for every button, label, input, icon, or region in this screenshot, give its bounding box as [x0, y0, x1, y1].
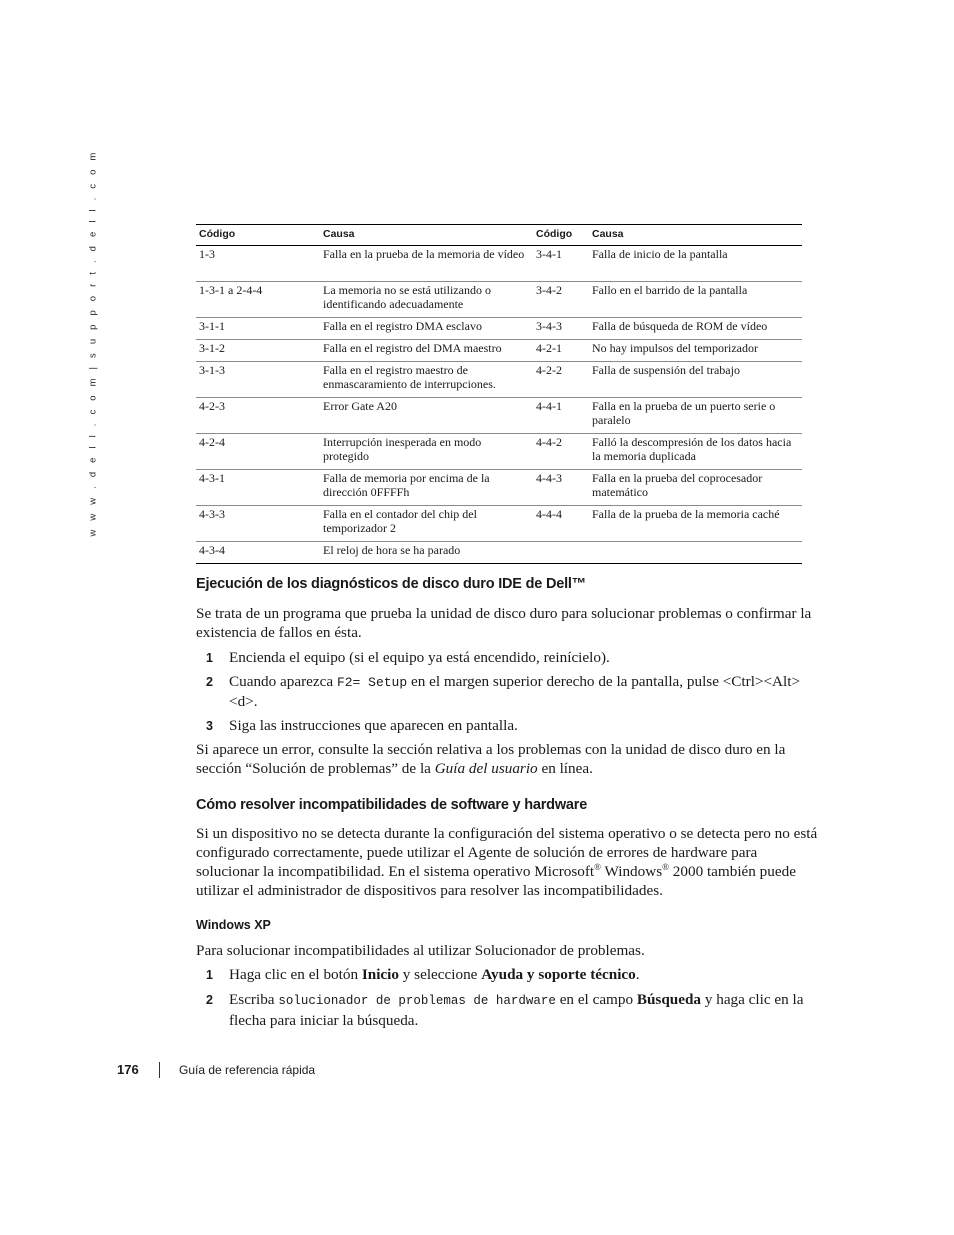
table-cell: 3-4-1 [536, 247, 562, 261]
table-cell: 4-2-3 [199, 399, 225, 413]
step-item [196, 672, 818, 711]
table-cell: No hay impulsos del temporizador [592, 341, 758, 355]
table-row [196, 362, 802, 398]
table-cell: Falla en el registro del DMA maestro [323, 341, 502, 355]
paragraph-part: Windows [601, 863, 663, 880]
header-cause-2: Causa [592, 227, 624, 240]
step-number: 1 [206, 651, 213, 665]
paragraph-part: Si un dispositivo no se detecta durante la configuración del sistema operativo o se detecta pero no está configurado correctamente, puede utilizar el Agente de solución de errores de hardware para solucionar la incompatibilidad. En el sistema operativo Microsoft [196, 825, 818, 880]
step-item [196, 648, 818, 667]
sidebar-url-text: w w w . d e l l . c o m | s u p p o r t . d e l l . c o m [87, 148, 99, 537]
setup-key-code: F2= Setup [336, 675, 408, 690]
table-cell: Falla en la prueba de la memoria de vídeo [323, 247, 525, 261]
step-text-part: Haga clic en el botón [229, 966, 362, 983]
step-number: 3 [206, 719, 213, 733]
subheading-windows-xp: Windows XP [196, 918, 271, 932]
section-intro-paragraph [196, 824, 818, 900]
registered-mark: ® [662, 861, 669, 872]
step-text [229, 965, 818, 984]
table-cell: Error Gate A20 [323, 399, 397, 413]
table-cell [533, 542, 589, 564]
table-row [196, 340, 802, 362]
paragraph-part: 2000 también puede utilizar el administrador de dispositivos para resolver las incompatibilidades. [196, 863, 796, 899]
start-button-label: Inicio [361, 966, 399, 983]
user-guide-title: Guía del usuario [434, 760, 538, 777]
step-text: Siga las instrucciones que aparecen en pantalla. [229, 717, 518, 734]
table-cell: Interrupción inesperada en modo protegido [323, 435, 482, 463]
step-text [229, 990, 818, 1030]
subsection-intro-paragraph: Para solucionar incompatibilidades al utilizar Solucionador de problemas. [196, 942, 645, 959]
table-cell [589, 542, 802, 564]
section-heading-ide-diagnostics: Ejecución de los diagnósticos de disco duro IDE de Dell™ [196, 576, 587, 592]
sidebar-url [86, 148, 100, 537]
table-row [196, 398, 802, 434]
paragraph-part: en línea. [537, 760, 593, 777]
header-code-2: Código [536, 227, 573, 240]
table-cell: 1-3-1 a 2-4-4 [199, 283, 263, 297]
step-item [196, 990, 818, 1030]
table-cell: 4-2-2 [536, 363, 562, 377]
header-code-1: Código [199, 227, 236, 240]
table-cell: 4-3-3 [199, 507, 225, 521]
table-cell: Falla en la prueba de un puerto serie o paralelo [592, 399, 776, 427]
section-outro-paragraph [196, 740, 818, 778]
section-intro-paragraph: Se trata de un programa que prueba la unidad de disco duro para solucionar problemas o confirmar la existencia de fallos en ésta. [196, 605, 812, 641]
table-row [196, 506, 802, 542]
table-cell: Falla en el registro DMA esclavo [323, 319, 482, 333]
registered-mark: ® [594, 861, 601, 872]
step-text-part: Escriba [229, 991, 279, 1008]
table-row [196, 542, 802, 564]
table-row [196, 434, 802, 470]
table-row [196, 282, 802, 318]
table-cell: 4-2-1 [536, 341, 562, 355]
footer-document-title: Guía de referencia rápida [179, 1063, 316, 1077]
step-number: 2 [206, 675, 213, 689]
table-cell: Falla de búsqueda de ROM de vídeo [592, 319, 768, 333]
search-term-code: solucionador de problemas de hardware [278, 994, 556, 1008]
page-number: 176 [117, 1062, 139, 1077]
table-row [196, 246, 802, 282]
step-text-part: . [635, 966, 640, 983]
table-cell: 4-4-4 [536, 507, 562, 521]
table-row [196, 470, 802, 506]
table-cell: 4-2-4 [199, 435, 225, 449]
step-text-part: y seleccione [398, 966, 482, 983]
table-cell: Falla en el registro maestro de enmascaramiento de interrupciones. [323, 363, 496, 391]
table-cell: Falla de memoria por encima de la dirección 0FFFFh [323, 471, 490, 499]
table-cell: Falla en la prueba del coprocesador matemático [592, 471, 763, 499]
footer-divider [159, 1062, 160, 1078]
step-text [229, 672, 818, 711]
paragraph-part: Si aparece un error, consulte la sección relativa a los problemas con la unidad de disco duro en la sección “Solución de problemas” de la [196, 741, 786, 777]
beep-code-table [196, 224, 802, 564]
step-number: 1 [206, 968, 213, 982]
step-text-part: y haga clic en la flecha para iniciar la búsqueda. [229, 991, 804, 1029]
table-cell: 4-3-1 [199, 471, 225, 485]
table-cell: La memoria no se está utilizando o identificando adecuadamente [323, 283, 491, 311]
table-cell: Falla en el contador del chip del temporizador 2 [323, 507, 477, 535]
table-cell: Falla de inicio de la pantalla [592, 247, 728, 261]
help-support-label: Ayuda y soporte técnico [481, 966, 636, 983]
step-item [196, 716, 818, 735]
table-cell: 4-4-1 [536, 399, 562, 413]
table-cell: 3-1-2 [199, 341, 225, 355]
step-text-part: Cuando aparezca [229, 673, 337, 690]
table-cell: 3-1-1 [199, 319, 225, 333]
table-row [196, 318, 802, 340]
step-text-part: en el margen superior derecho de la pantalla, pulse <Ctrl><Alt><d>. [229, 673, 801, 710]
search-field-label: Búsqueda [636, 991, 702, 1008]
table-cell: Fallo en el barrido de la pantalla [592, 283, 748, 297]
header-cause-1: Causa [323, 227, 355, 240]
table-cell: 3-4-3 [536, 319, 562, 333]
step-text-part: en el campo [555, 991, 637, 1008]
table-cell: 4-3-4 [199, 543, 225, 557]
step-text: Encienda el equipo (si el equipo ya está encendido, reinícielo). [229, 649, 610, 666]
table-cell: 3-4-2 [536, 283, 562, 297]
table-cell: Falló la descompresión de los datos hacia la memoria duplicada [592, 435, 792, 463]
step-number: 2 [206, 993, 213, 1007]
table-cell: 4-4-3 [536, 471, 562, 485]
table-cell: Falla de la prueba de la memoria caché [592, 507, 780, 521]
table-cell: Falla de suspensión del trabajo [592, 363, 740, 377]
table-cell: El reloj de hora se ha parado [323, 543, 461, 557]
table-header-row [196, 225, 802, 246]
section-heading-incompatibilities: Cómo resolver incompatibilidades de software y hardware [196, 797, 588, 813]
table-cell: 3-1-3 [199, 363, 225, 377]
table-cell: 1-3 [199, 247, 215, 261]
step-item [196, 965, 818, 984]
table-cell: 4-4-2 [536, 435, 562, 449]
